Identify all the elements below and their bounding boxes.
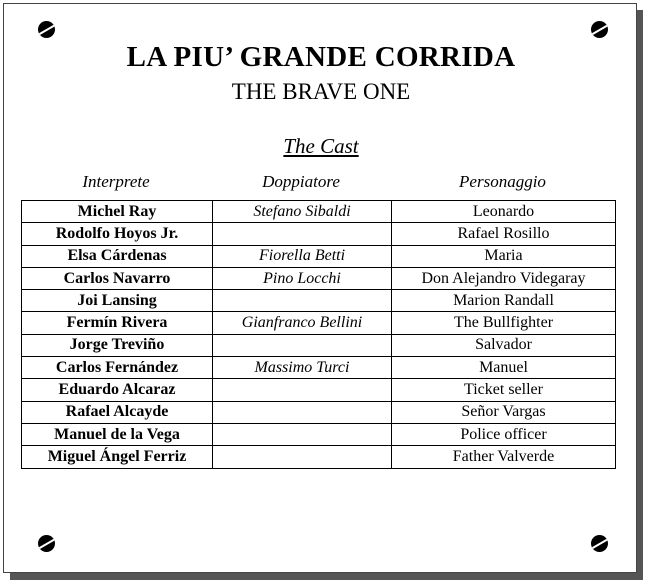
- actor-cell: Miguel Ángel Ferriz: [22, 446, 213, 468]
- role-cell: Don Alejandro Videgaray: [392, 267, 616, 289]
- dubber-cell: Gianfranco Bellini: [213, 312, 392, 334]
- actor-cell: Rodolfo Hoyos Jr.: [22, 223, 213, 245]
- dubber-cell: [213, 423, 392, 445]
- table-row: [22, 312, 616, 334]
- table-row: [22, 401, 616, 423]
- role-cell: Rafael Rosillo: [392, 223, 616, 245]
- table-row: [22, 446, 616, 468]
- cast-table: [21, 200, 616, 469]
- screw-icon: [591, 21, 608, 38]
- actor-cell: Elsa Cárdenas: [22, 245, 213, 267]
- table-row: [22, 357, 616, 379]
- actor-cell: Fermín Rivera: [22, 312, 213, 334]
- dubber-cell: [213, 446, 392, 468]
- actor-cell: Rafael Alcayde: [22, 401, 213, 423]
- actor-cell: Joi Lansing: [22, 290, 213, 312]
- actor-cell: Carlos Fernández: [22, 357, 213, 379]
- cast-plaque: [3, 3, 637, 573]
- role-cell: Leonardo: [392, 201, 616, 223]
- dubber-cell: [213, 290, 392, 312]
- actor-cell: Jorge Treviño: [22, 334, 213, 356]
- actor-cell: Carlos Navarro: [22, 267, 213, 289]
- screw-icon: [38, 21, 55, 38]
- role-cell: Police officer: [392, 423, 616, 445]
- dubber-cell: Massimo Turci: [213, 357, 392, 379]
- dubber-cell: Pino Locchi: [213, 267, 392, 289]
- dubber-cell: [213, 379, 392, 401]
- role-cell: Maria: [392, 245, 616, 267]
- role-cell: Manuel: [392, 357, 616, 379]
- table-row: [22, 223, 616, 245]
- role-cell: Salvador: [392, 334, 616, 356]
- cast-heading: The Cast: [283, 134, 359, 158]
- dubber-cell: Stefano Sibaldi: [213, 201, 392, 223]
- screw-icon: [38, 535, 55, 552]
- role-cell: Marion Randall: [392, 290, 616, 312]
- column-header-interprete: Interprete: [82, 172, 150, 191]
- table-row: [22, 423, 616, 445]
- screw-icon: [591, 535, 608, 552]
- table-row: [22, 201, 616, 223]
- actor-cell: Manuel de la Vega: [22, 423, 213, 445]
- column-header-doppiatore: Doppiatore: [262, 172, 340, 191]
- role-cell: The Bullfighter: [392, 312, 616, 334]
- dubber-cell: Fiorella Betti: [213, 245, 392, 267]
- page-subtitle: THE BRAVE ONE: [231, 79, 411, 104]
- table-row: [22, 379, 616, 401]
- role-cell: Ticket seller: [392, 379, 616, 401]
- page-title: LA PIU’ GRANDE CORRIDA: [126, 41, 516, 73]
- role-cell: Señor Vargas: [392, 401, 616, 423]
- actor-cell: Eduardo Alcaraz: [22, 379, 213, 401]
- table-row: [22, 334, 616, 356]
- actor-cell: Michel Ray: [22, 201, 213, 223]
- dubber-cell: [213, 401, 392, 423]
- table-row: [22, 245, 616, 267]
- dubber-cell: [213, 223, 392, 245]
- table-row: [22, 267, 616, 289]
- role-cell: Father Valverde: [392, 446, 616, 468]
- dubber-cell: [213, 334, 392, 356]
- column-header-personaggio: Personaggio: [459, 172, 546, 191]
- table-row: [22, 290, 616, 312]
